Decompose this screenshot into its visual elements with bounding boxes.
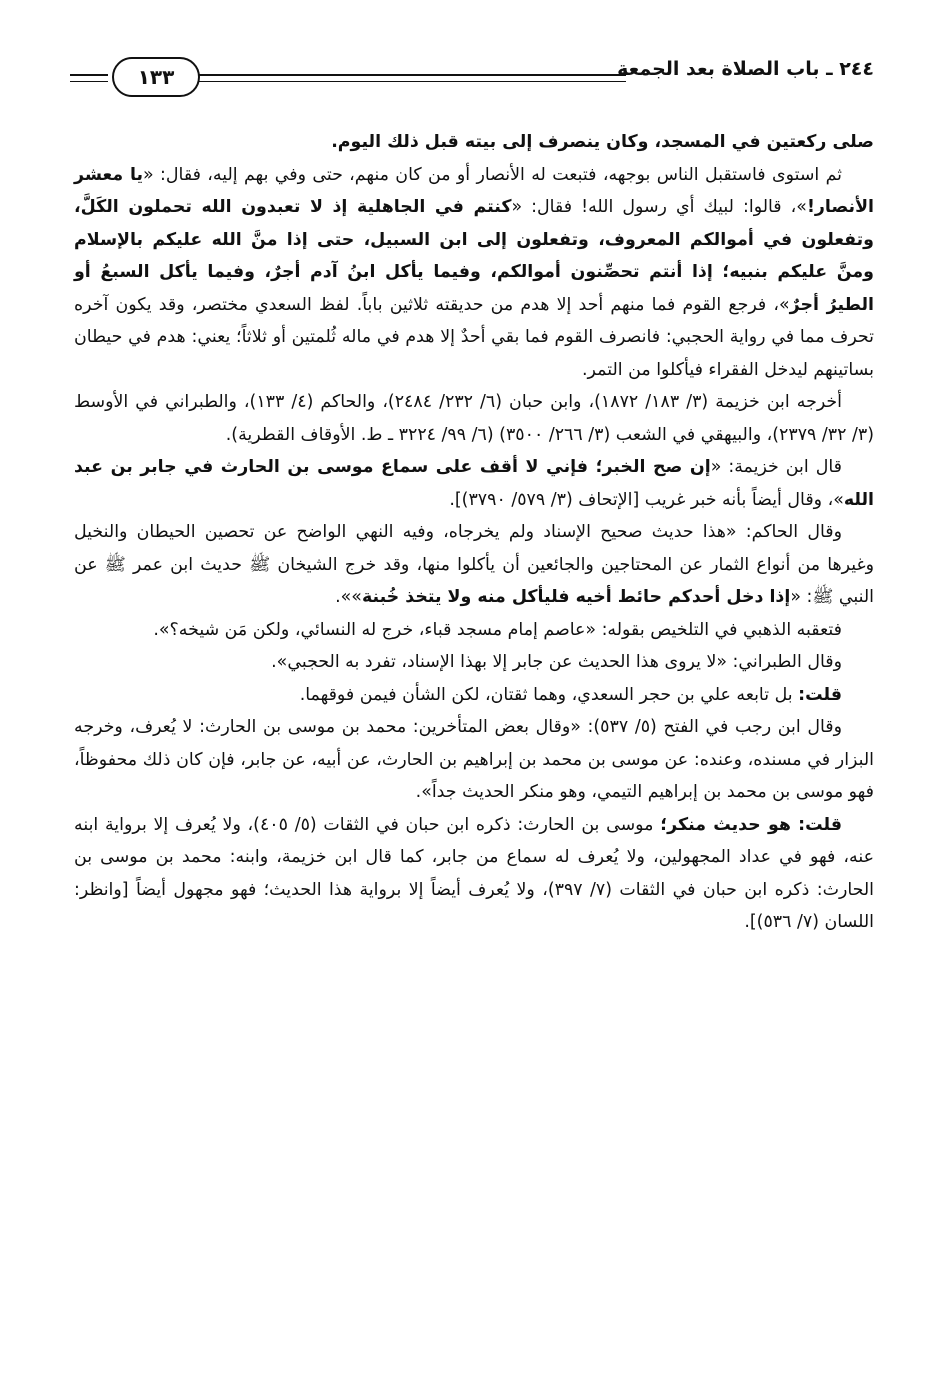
header-left-rule <box>70 74 108 82</box>
text-run: »، وقال أيضاً بأنه خبر غريب [الإتحاف (٣/ ٥٧٩/ ٣٧٩٠)]. <box>449 489 844 510</box>
paragraph <box>74 451 874 516</box>
header-rule <box>198 74 626 82</box>
page-number: ١٣٣ <box>112 57 200 97</box>
bold-text-run: كنتم في الجاهلية إذ لا تعبدون الله تحملون الكَلَّ، وتفعلون في أموالكم المعروف، وتفعلون إلى ابن السبيل، حتى إذا منَّ الله عليكم بالإسلام ومنَّ عليكم بنبيه؛ إذا أنتم تحصِّنون أموالكم، وفيما يأكل ابنُ آدم أجرٌ، وفيما يأكل السبعُ أو الطيرُ أجرٌ <box>74 197 874 315</box>
bold-text-run: إن صح الخبر؛ فإني لا أقف على سماع موسى بن الحارث في جابر بن عبد الله <box>74 457 874 510</box>
text-run: وقال الطبراني: «لا يروى هذا الحديث عن جابر إلا بهذا الإسناد، تفرد به الحجبي». <box>271 652 842 672</box>
paragraph <box>74 646 874 679</box>
text-run: موسى بن الحارث: ذكره ابن حبان في الثقات (٥/ ٤٠٥)، ولا يُعرف إلا برواية ابنه عنه، فهو في عداد المجهولين، ولا يُعرف له سماع من جابر، كما قال ابن خزيمة، وابنه: محمد بن موسى بن الحارث: ذكره ابن حبان في الثقات (٧/ ٣٩٧)، ولا يُعرف أيضاً إلا برواية هذا الحديث؛ فهو مجهول أيضاً [وانظر: اللسان (٧/ ٥٣٦)]. <box>74 814 874 932</box>
paragraph <box>74 516 874 614</box>
text-run: قال ابن خزيمة: « <box>710 457 842 477</box>
paragraph <box>74 159 874 387</box>
paragraph <box>74 679 874 712</box>
bold-text-run: صلى ركعتين في المسجد، وكان ينصرف إلى بيته قبل ذلك اليوم. <box>331 132 874 152</box>
text-run: »». <box>335 587 362 607</box>
bold-text-run: قلت: هو حديث منكر؛ <box>660 814 843 835</box>
paragraph <box>74 809 874 939</box>
text-run: أخرجه ابن خزيمة (٣/ ١٨٣/ ١٨٧٢)، وابن حبان (٦/ ٢٣٢/ ٢٤٨٤)، والحاكم (٤/ ١٣٣)، والطبراني في الأوسط (٣/ ٣٢/ ٢٣٧٩)، والبيهقي في الشعب (٣/ ٢٦٦/ ٣٥٠٠) (٦/ ٩٩/ ٣٢٢٤ ـ ط. الأوقاف القطرية). <box>74 392 874 445</box>
paragraph <box>74 711 874 809</box>
text-run: وقال الحاكم: «هذا حديث صحيح الإسناد ولم يخرجاه، وفيه النهي الواضح عن تحصين الحيطان والنخيل وغيرها من أنواع الثمار عن المحتاجين والجائعين أن يأكلوا منها، وقد خرج الشيخان ﷺ حديث ابن عمر ﷺ عن النبي ﷺ: « <box>74 522 874 607</box>
paragraph <box>74 614 874 647</box>
text-run: »، فرجع القوم فما منهم أحد إلا هدم من حديقته ثلاثين باباً. لفظ السعدي مختصر، وقد يكون آخره تحرف مما في رواية الحجبي: فانصرف القوم فما بقي أحدٌ إلا هدم في ماله ثُلمتين أو ثلاثاً؛ يعني: هدم في حيطان بساتينهم ليدخل الفقراء فيأكلوا من التمر. <box>74 294 874 380</box>
running-title: ٢٤٤ ـ باب الصلاة بعد الجمعة <box>617 58 874 80</box>
text-run: »، قالوا: لبيك أي رسول الله! فقال: « <box>511 197 807 217</box>
page-header <box>70 54 874 98</box>
bold-text-run: إذا دخل أحدكم حائط أخيه فليأكل منه ولا يتخذ خُبنة <box>361 587 791 607</box>
paragraph <box>74 386 874 451</box>
paragraph <box>74 126 874 159</box>
text-run: ثم استوى فاستقبل الناس بوجهه، فتبعت له الأنصار أو من كان منهم، حتى وفي بهم إليه، فقال: « <box>143 164 842 185</box>
text-run: وقال ابن رجب في الفتح (٥/ ٥٣٧): «وقال بعض المتأخرين: محمد بن موسى بن الحارث: لا يُعرف، وخرجه البزار في مسنده، وعنده: عن موسى بن محمد بن إبراهيم بن الحارث، عن أبيه، عن جابر، فإن كان ذلك محفوظاً، فهو موسى بن محمد بن إبراهيم التيمي، وهو منكر الحديث جداً». <box>74 717 874 802</box>
text-run: فتعقبه الذهبي في التلخيص بقوله: «عاصم إمام مسجد قباء، خرج له النسائي، ولكن مَن شيخه؟». <box>153 619 842 640</box>
page-body <box>74 126 874 939</box>
bold-text-run: يا معشر الأنصار! <box>74 164 874 217</box>
bold-text-run: قلت: <box>798 684 842 705</box>
text-run: بل تابعه علي بن حجر السعدي، وهما ثقتان، لكن الشأن فيمن فوقهما. <box>299 684 799 705</box>
